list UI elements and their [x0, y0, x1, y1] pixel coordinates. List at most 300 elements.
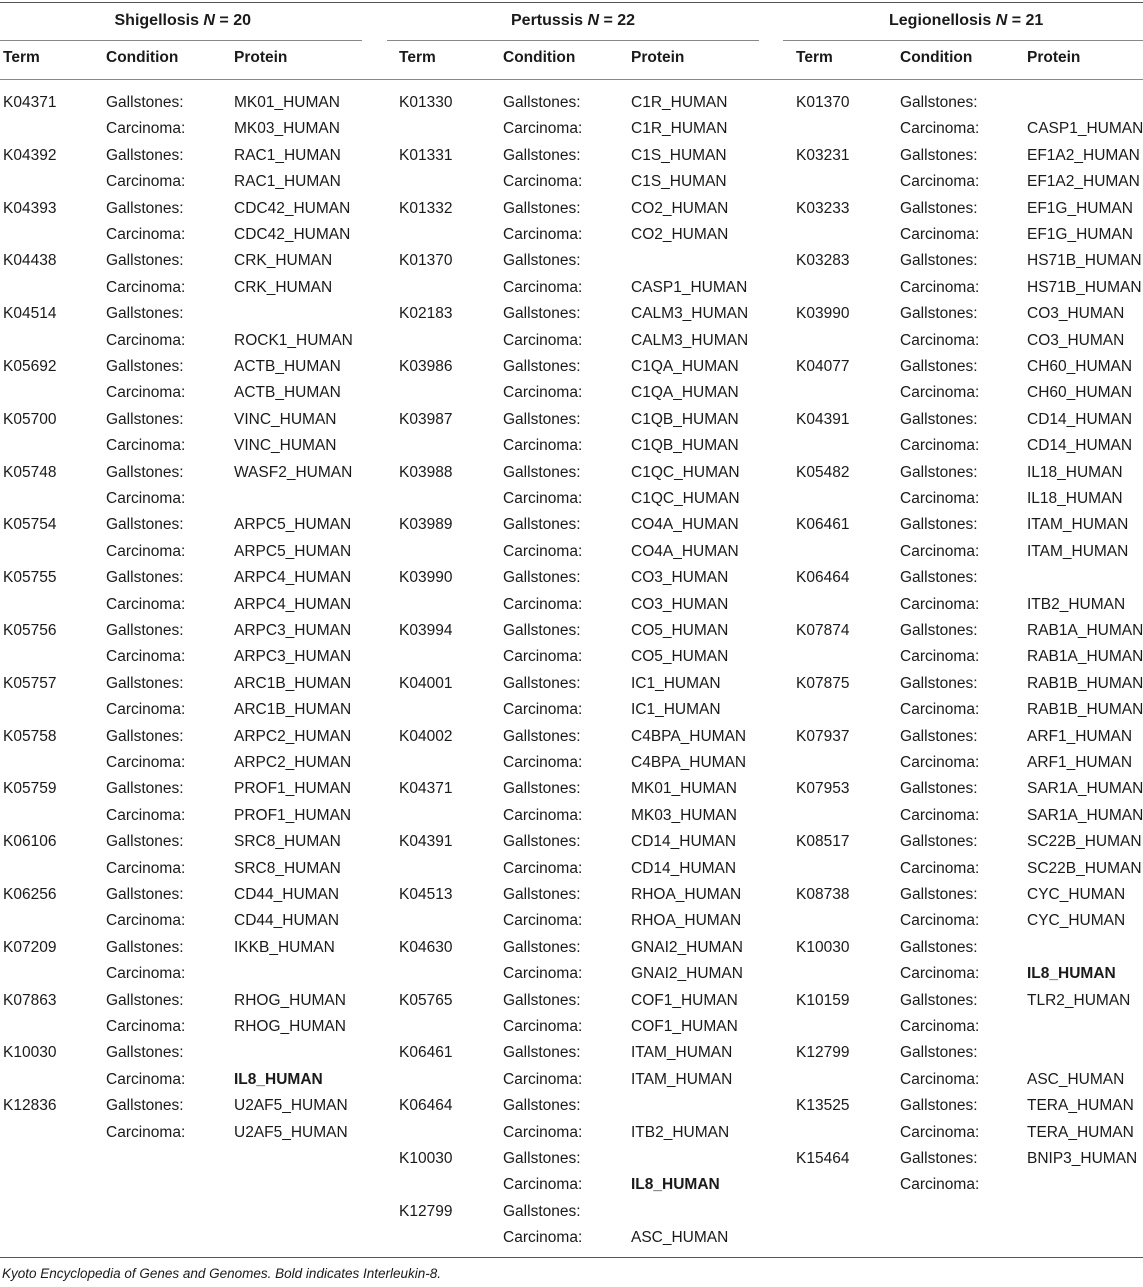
table-row [3, 908, 343, 934]
cell-protein: ARPC4_HUMAN [234, 569, 352, 587]
column-header-term: Term [3, 49, 40, 66]
table-row [399, 592, 739, 618]
cell-protein: CH60_HUMAN [1027, 358, 1133, 375]
cell-term: K04371 [399, 780, 453, 798]
table-row [399, 143, 739, 169]
cell-condition: Carcinoma: [900, 173, 980, 191]
cell-condition: Carcinoma: [106, 965, 186, 983]
table-row [796, 1093, 1136, 1119]
column-header-term: Term [796, 49, 833, 66]
cell-protein: C1R_HUMAN [631, 94, 728, 111]
table-row [3, 116, 343, 142]
table-row [796, 539, 1136, 565]
cell-protein: CRK_HUMAN [234, 278, 333, 296]
cell-term: K13525 [796, 1097, 850, 1115]
cell-condition: Gallstones: [900, 780, 978, 798]
table-row [399, 328, 749, 354]
table-row [399, 1014, 739, 1040]
table-row [3, 776, 352, 802]
cell-protein: HS71B_HUMAN [1027, 252, 1142, 270]
table-row [3, 1040, 343, 1066]
table-row [399, 486, 739, 512]
cell-condition: Carcinoma: [106, 595, 186, 613]
cell-protein: CD14_HUMAN [631, 859, 737, 877]
table-row [796, 512, 1136, 538]
cell-condition: Gallstones: [503, 305, 581, 323]
cell-protein: CALM3_HUMAN [631, 331, 749, 349]
table-row [796, 1172, 1136, 1198]
table-row [3, 1014, 346, 1040]
table-row [796, 222, 1136, 248]
table-row [399, 90, 739, 116]
section-n-label: N [587, 12, 600, 29]
section-title [889, 12, 1043, 30]
table-row [3, 592, 352, 618]
table-row [796, 935, 1136, 961]
cell-protein: EF1G_HUMAN [1027, 226, 1133, 243]
cell-protein: GNAI2_HUMAN [631, 965, 743, 983]
cell-condition: Carcinoma: [900, 1018, 980, 1035]
cell-term: K04514 [3, 305, 57, 323]
table-row [399, 1040, 739, 1066]
cell-condition: Gallstones: [106, 780, 184, 798]
table-row [399, 697, 739, 723]
cell-term: K10030 [399, 1150, 453, 1167]
table-row [796, 275, 1142, 301]
cell-protein: C1QB_HUMAN [631, 410, 739, 428]
cell-term: K04391 [399, 833, 453, 851]
cell-condition: Gallstones: [106, 516, 184, 534]
cell-protein: CYC_HUMAN [1027, 886, 1126, 903]
cell-term: K05754 [3, 516, 57, 534]
cell-protein: IL18_HUMAN [1027, 490, 1123, 507]
table-row [796, 1040, 1136, 1066]
cell-protein: CD44_HUMAN [234, 912, 340, 930]
cell-protein: CO4A_HUMAN [631, 542, 739, 560]
cell-condition: Carcinoma: [106, 1123, 186, 1141]
table-row [796, 856, 1142, 882]
cell-term: K03231 [796, 146, 850, 164]
cell-term: K04002 [399, 727, 453, 745]
cell-protein: CO4A_HUMAN [631, 516, 739, 534]
cell-condition: Gallstones: [503, 463, 581, 481]
cell-condition: Carcinoma: [503, 1176, 583, 1194]
cell-protein: MK01_HUMAN [234, 94, 340, 111]
cell-term: K04392 [3, 146, 57, 164]
table-row [796, 724, 1136, 750]
table-row [399, 750, 747, 776]
cell-protein: ASC_HUMAN [631, 1229, 729, 1247]
cell-protein: IL8_HUMAN [1027, 965, 1116, 983]
table-row [3, 143, 343, 169]
cell-condition: Carcinoma: [503, 437, 583, 455]
table-row [796, 882, 1136, 908]
cell-protein: CO3_HUMAN [631, 569, 729, 587]
cell-condition: Gallstones: [503, 674, 581, 692]
cell-term: K06464 [399, 1097, 453, 1115]
section-n-label: N [203, 12, 215, 29]
table-row [3, 433, 343, 459]
cell-condition: Gallstones: [900, 410, 978, 428]
cell-term: K15464 [796, 1150, 850, 1167]
table-row [399, 116, 739, 142]
cell-protein: U2AF5_HUMAN [234, 1123, 348, 1141]
cell-term: K03233 [796, 199, 850, 217]
cell-protein: CO3_HUMAN [631, 595, 729, 613]
cell-protein: IL8_HUMAN [631, 1176, 720, 1194]
cell-protein: C1QA_HUMAN [631, 384, 739, 402]
cell-condition: Gallstones: [503, 146, 581, 164]
column-header-condition: Condition [900, 49, 973, 66]
table-row [3, 196, 351, 222]
cell-protein: VINC_HUMAN [234, 410, 337, 428]
column-header-condition: Condition [503, 49, 576, 66]
cell-condition: Gallstones: [900, 1097, 978, 1115]
cell-condition: Carcinoma: [503, 542, 583, 560]
section-n-value: = 22 [599, 12, 636, 29]
section-rule [783, 40, 1143, 41]
cell-term: K10159 [796, 991, 850, 1009]
cell-condition: Gallstones: [900, 727, 978, 745]
cell-term: K01332 [399, 199, 453, 217]
cell-protein: IC1_HUMAN [631, 674, 721, 692]
cell-protein: TERA_HUMAN [1027, 1123, 1134, 1141]
cell-term: K10030 [3, 1044, 57, 1062]
cell-protein: C4BPA_HUMAN [631, 727, 747, 745]
table-row [3, 460, 353, 486]
cell-protein: WASF2_HUMAN [234, 463, 353, 481]
cell-condition: Carcinoma: [106, 859, 186, 877]
table-row [796, 90, 1136, 116]
table-row [399, 935, 743, 961]
table-row [399, 1093, 739, 1119]
table-row [399, 512, 739, 538]
cell-protein: COF1_HUMAN [631, 1018, 738, 1035]
cell-protein: ARPC2_HUMAN [234, 727, 352, 745]
cell-protein: RAB1A_HUMAN [1027, 648, 1143, 666]
cell-term: K05758 [3, 727, 57, 745]
cell-protein: ARF1_HUMAN [1027, 754, 1133, 771]
table-row [3, 1067, 343, 1093]
cell-protein: C1QB_HUMAN [631, 437, 739, 455]
cell-condition: Carcinoma: [503, 490, 583, 507]
table-row [399, 407, 739, 433]
cell-condition: Gallstones: [900, 463, 978, 481]
cell-condition: Gallstones: [900, 252, 978, 270]
table-row [399, 196, 739, 222]
cell-condition: Carcinoma: [503, 859, 583, 877]
cell-condition: Carcinoma: [106, 226, 186, 243]
cell-protein: SC22B_HUMAN [1027, 833, 1142, 851]
cell-term: K07209 [3, 938, 57, 956]
cell-term: K04001 [399, 674, 453, 692]
cell-protein: ARPC2_HUMAN [234, 754, 352, 771]
table-footnote: Kyoto Encyclopedia of Genes and Genomes. Bold indicates Interleukin-8. [2, 1266, 442, 1281]
cell-protein: CO5_HUMAN [631, 622, 729, 639]
cell-condition: Carcinoma: [503, 173, 583, 191]
cell-condition: Carcinoma: [503, 120, 583, 138]
cell-protein: IKKB_HUMAN [234, 938, 335, 956]
table-row [3, 1093, 348, 1119]
section-n-label: N [995, 12, 1008, 29]
cell-condition: Gallstones: [900, 569, 978, 587]
cell-protein: ITB2_HUMAN [1027, 595, 1126, 613]
table-row [399, 671, 739, 697]
table-row [399, 829, 739, 855]
table-top-rule [0, 2, 1143, 3]
table-row [796, 1014, 1136, 1040]
cell-term: K08738 [796, 886, 850, 903]
table-row [3, 644, 352, 670]
cell-protein: RHOG_HUMAN [234, 991, 346, 1009]
cell-condition: Carcinoma: [106, 1018, 186, 1035]
table-row [3, 407, 343, 433]
table-row [796, 301, 1136, 327]
cell-protein: TLR2_HUMAN [1027, 991, 1131, 1009]
table-row [399, 380, 739, 406]
cell-condition: Gallstones: [503, 991, 581, 1009]
cell-condition: Gallstones: [503, 94, 581, 111]
cell-condition: Gallstones: [503, 358, 581, 375]
cell-protein: RHOG_HUMAN [234, 1018, 346, 1035]
table-row [3, 565, 352, 591]
cell-term: K01331 [399, 146, 453, 164]
cell-term: K07874 [796, 622, 850, 639]
cell-term: K03990 [796, 305, 850, 323]
cell-term: K05759 [3, 780, 57, 798]
table-row [399, 803, 739, 829]
cell-condition: Gallstones: [106, 674, 184, 692]
table-row [399, 1120, 739, 1146]
table-row [399, 169, 739, 195]
table-row [3, 1120, 348, 1146]
section-rule [0, 40, 362, 41]
cell-protein: CALM3_HUMAN [631, 305, 749, 323]
cell-protein: EF1A2_HUMAN [1027, 173, 1140, 191]
cell-condition: Carcinoma: [900, 331, 980, 349]
cell-condition: Gallstones: [503, 410, 581, 428]
cell-condition: Carcinoma: [503, 1123, 583, 1141]
cell-condition: Carcinoma: [900, 1070, 980, 1088]
table-bottom-rule [0, 1257, 1143, 1258]
cell-protein: PROF1_HUMAN [234, 806, 352, 824]
cell-condition: Carcinoma: [106, 754, 186, 771]
cell-condition: Carcinoma: [106, 173, 186, 191]
cell-term: K07953 [796, 780, 850, 798]
table-row [3, 222, 351, 248]
cell-protein: ROCK1_HUMAN [234, 331, 353, 349]
cell-protein: ACTB_HUMAN [234, 384, 341, 402]
table-row [399, 460, 739, 486]
table-row [796, 433, 1136, 459]
cell-condition: Gallstones: [106, 569, 184, 587]
cell-condition: Gallstones: [106, 199, 184, 217]
table-row [796, 750, 1136, 776]
cell-protein: C1R_HUMAN [631, 120, 728, 138]
section-name: Legionellosis [889, 12, 996, 29]
cell-condition: Gallstones: [503, 1202, 581, 1220]
cell-condition: Gallstones: [106, 886, 184, 903]
cell-term: K06256 [3, 886, 57, 903]
cell-protein: HS71B_HUMAN [1027, 278, 1142, 296]
cell-condition: Gallstones: [503, 199, 581, 217]
section-name: Shigellosis [114, 12, 204, 29]
cell-condition: Gallstones: [106, 463, 184, 481]
cell-condition: Carcinoma: [503, 278, 583, 296]
cell-protein: C1QC_HUMAN [631, 463, 740, 481]
cell-protein: SRC8_HUMAN [234, 859, 341, 877]
cell-condition: Carcinoma: [900, 490, 980, 507]
cell-term: K04391 [796, 410, 850, 428]
table-row [3, 856, 343, 882]
cell-protein: ITAM_HUMAN [1027, 542, 1129, 560]
column-header-condition: Condition [106, 49, 179, 66]
table-row [3, 988, 346, 1014]
cell-protein: U2AF5_HUMAN [234, 1097, 348, 1115]
table-row [399, 776, 739, 802]
table-row [399, 882, 742, 908]
table-row [3, 803, 352, 829]
section-rule [387, 40, 759, 41]
table-row [3, 248, 343, 274]
cell-protein: RAB1A_HUMAN [1027, 622, 1143, 639]
table-row [3, 354, 343, 380]
column-header-term: Term [399, 49, 436, 66]
cell-term: K03283 [796, 252, 850, 270]
table-row [796, 803, 1143, 829]
table-row [796, 169, 1140, 195]
cell-protein: ITB2_HUMAN [631, 1123, 730, 1141]
cell-condition: Carcinoma: [900, 1176, 980, 1194]
table-row [796, 116, 1143, 142]
cell-condition: Carcinoma: [503, 648, 583, 666]
cell-protein: BNIP3_HUMAN [1027, 1150, 1138, 1167]
section-n-value: = 20 [214, 12, 252, 29]
cell-term: K05757 [3, 674, 57, 692]
cell-condition: Carcinoma: [106, 384, 186, 402]
cell-condition: Gallstones: [106, 1044, 184, 1062]
cell-protein: ACTB_HUMAN [234, 358, 341, 375]
table-row [796, 196, 1136, 222]
cell-term: K01370 [399, 252, 453, 270]
cell-condition: Carcinoma: [900, 278, 980, 296]
table-row [796, 1146, 1136, 1172]
cell-condition: Carcinoma: [900, 226, 980, 243]
section-name: Pertussis [511, 12, 588, 29]
cell-term: K06106 [3, 833, 57, 851]
cell-condition: Carcinoma: [900, 701, 980, 719]
cell-protein: ITAM_HUMAN [631, 1070, 733, 1088]
cell-condition: Gallstones: [900, 358, 978, 375]
table-row [399, 222, 739, 248]
cell-condition: Gallstones: [900, 1150, 978, 1167]
cell-condition: Gallstones: [106, 410, 184, 428]
cell-term: K03987 [399, 410, 453, 428]
table-row [399, 988, 739, 1014]
cell-term: K10030 [796, 938, 850, 956]
table-row [796, 697, 1143, 723]
cell-protein: CYC_HUMAN [1027, 912, 1126, 930]
cell-condition: Gallstones: [106, 358, 184, 375]
cell-protein: CO5_HUMAN [631, 648, 729, 666]
cell-condition: Carcinoma: [503, 1070, 583, 1088]
table-row [3, 301, 343, 327]
cell-condition: Gallstones: [106, 991, 184, 1009]
cell-protein: SC22B_HUMAN [1027, 859, 1142, 877]
cell-condition: Gallstones: [503, 252, 581, 270]
cell-protein: SRC8_HUMAN [234, 833, 341, 851]
cell-protein: ARPC3_HUMAN [234, 622, 352, 639]
cell-condition: Carcinoma: [900, 1123, 980, 1141]
cell-protein: CO3_HUMAN [1027, 305, 1125, 323]
cell-protein: ARPC4_HUMAN [234, 595, 352, 613]
table-row [3, 697, 352, 723]
cell-condition: Gallstones: [900, 833, 978, 851]
cell-condition: Carcinoma: [106, 437, 186, 455]
table-row [3, 882, 343, 908]
cell-condition: Gallstones: [503, 516, 581, 534]
cell-protein: RAB1B_HUMAN [1027, 674, 1143, 692]
cell-protein: RAB1B_HUMAN [1027, 701, 1143, 719]
column-header-protein: Protein [631, 49, 685, 66]
table-row [399, 1199, 739, 1225]
table-row [399, 301, 749, 327]
cell-condition: Carcinoma: [106, 120, 186, 138]
cell-protein: CO2_HUMAN [631, 199, 729, 217]
cell-condition: Gallstones: [900, 516, 978, 534]
column-header-protein: Protein [1027, 49, 1081, 66]
cell-protein: RHOA_HUMAN [631, 886, 742, 903]
cell-protein: RHOA_HUMAN [631, 912, 742, 930]
cell-condition: Carcinoma: [106, 490, 186, 507]
cell-protein: CO3_HUMAN [1027, 331, 1125, 349]
cell-condition: Gallstones: [503, 569, 581, 587]
table-row [399, 1146, 739, 1172]
cell-term: K03990 [399, 569, 453, 587]
cell-term: K06464 [796, 569, 850, 587]
cell-condition: Carcinoma: [503, 701, 583, 719]
cell-term: K05756 [3, 622, 57, 639]
table-row [796, 143, 1140, 169]
cell-protein: EF1G_HUMAN [1027, 199, 1133, 217]
cell-condition: Carcinoma: [106, 278, 186, 296]
cell-condition: Gallstones: [106, 305, 184, 323]
table-row [796, 460, 1136, 486]
cell-term: K07937 [796, 727, 850, 745]
table-row [796, 776, 1143, 802]
cell-condition: Carcinoma: [900, 384, 980, 402]
table-row [399, 644, 739, 670]
cell-condition: Carcinoma: [900, 806, 980, 824]
cell-protein: ARC1B_HUMAN [234, 701, 352, 719]
cell-condition: Gallstones: [503, 1097, 581, 1115]
table-row [399, 433, 739, 459]
table-row [399, 856, 739, 882]
section-title [511, 12, 635, 30]
cell-protein: ARC1B_HUMAN [234, 674, 352, 692]
table-row [3, 512, 352, 538]
cell-term: K03988 [399, 463, 453, 481]
table-row [399, 565, 739, 591]
cell-protein: ARPC3_HUMAN [234, 648, 352, 666]
cell-protein: ITAM_HUMAN [1027, 516, 1129, 534]
table-row [3, 618, 352, 644]
cell-condition: Gallstones: [106, 1097, 184, 1115]
cell-term: K04630 [399, 938, 453, 956]
table-row [796, 407, 1136, 433]
cell-protein: TERA_HUMAN [1027, 1097, 1134, 1115]
table-row [796, 248, 1142, 274]
